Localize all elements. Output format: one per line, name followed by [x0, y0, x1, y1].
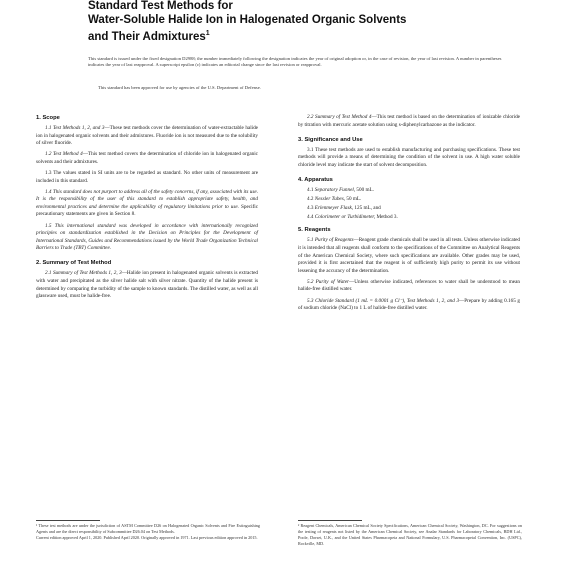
apparatus-item — [298, 187, 520, 195]
right-column — [298, 114, 520, 316]
paragraph-2-1-label: 2.1 Summary of Test Methods 1, 2, 3 — [45, 270, 122, 277]
footnotes-left — [36, 523, 260, 541]
paragraph-5-3 — [298, 298, 520, 313]
approval-note: This standard has been approved for use by agencies of the U.S. Department of Defense. — [98, 85, 261, 90]
paragraph-1-2-text: —This test method covers the determination of chloride ion in halogenated organic solvents and their admixtures. — [36, 151, 258, 165]
paragraph-1-4-italic: 1.4 This standard does not purport to address all of the safety concerns, if any, associated with its use. It is the responsibility of the user of this standard to establish appropriate safety, health, and environmental practices and determine the applicability of regulatory limitations prior to use. — [36, 188, 258, 210]
left-column — [36, 114, 258, 304]
paragraph-1-4 — [36, 189, 258, 219]
section-heading-significance: 3. Significance and Use — [298, 136, 363, 143]
paragraph-2-2 — [298, 114, 520, 129]
paragraph-1-1-label: 1.1 Test Methods 1, 2, and 3 — [45, 125, 105, 131]
paragraph-2-2-text: —This test method is based on the determination of ionizable chloride by titration with mercuric acetate solution using s-diphenylcarbazone as the indicator. — [298, 114, 520, 128]
apparatus-item-number: 4.4 — [307, 214, 314, 221]
paragraph-1-4-tail: Specific precautionary statements are given in Section 8. — [36, 203, 259, 218]
apparatus-item-name: Erlenmeyer Flask, — [314, 205, 354, 212]
apparatus-item — [298, 214, 520, 222]
apparatus-item-name: Colorimeter or Turbidimeter, — [314, 214, 376, 221]
paragraph-5-1 — [298, 237, 520, 275]
apparatus-item-detail: 500 mL. — [356, 186, 375, 193]
paragraph-1-2 — [36, 151, 258, 166]
apparatus-item-name: Nessler Tubes, — [314, 196, 346, 203]
title-line-3 — [88, 27, 488, 44]
paragraph-2-2-label: 2.2 Summary of Test Method 4 — [307, 114, 372, 120]
apparatus-item-name: Separatory Funnel, — [314, 186, 356, 193]
footnote-divider-right — [298, 520, 362, 521]
section-heading-summary: 2. Summary of Test Method — [36, 260, 112, 267]
paragraph-3-1: 3.1 These test methods are used to establish manufacturing and purchasing specifications. These test methods will provide a means of determining the condition of the solvent in use. A high water soluble chloride level may indicate the start of solvent decomposition. — [298, 146, 520, 168]
section-heading-scope: 1. Scope — [36, 115, 60, 121]
footnotes-right — [298, 523, 522, 547]
paragraph-5-3-label: 5.3 Chloride Standard (1 mL = 0.0001 g Cl⁻), Test Methods 1, 2, and 3 — [307, 297, 460, 304]
paragraph-5-2 — [298, 279, 520, 294]
section-heading-reagents: 5. Reagents — [298, 227, 331, 234]
designation-note: This standard is issued under the fixed designation D2988; the number immediately following the designation indicates the year of original adoption or, in the case of revision, the year of last revision. A number in parentheses indicates the year of last reapproval. A superscript epsilon (ε) indicates an editorial change since the last revision or reapproval. — [88, 56, 502, 68]
paragraph-2-1-text: —Halide ion present in halogenated organic solvents is extracted with water and precipitated as the silver halide salt with silver nitrate. Quantity of the halide present is determined by comparing the turbidity of the sample to known standards. The distilled water, as well as all glassware used, must be halide-free. — [36, 270, 259, 300]
paragraph-1-1-text: —These test methods cover the determination of water-extractable halide ion in halogenated organic solvents and their admixtures. Fluoride ion is not measured due to the solubility of silver fluoride. — [36, 125, 258, 147]
title-footnote-marker: 1 — [205, 30, 210, 37]
footnote-1: ¹ These test methods are under the jurisdiction of ASTM Committee D26 on Halogenated Organic Solvents and Fire Extinguishing Agents and are the direct responsibility of Subcommittee D26.04 on Test Methods. — [36, 523, 260, 534]
document-title — [88, 0, 488, 44]
apparatus-item — [298, 196, 520, 204]
footnote-edition: Current edition approved April 1, 2020. Published April 2020. Originally approved in 1971. Last previous edition approved in 2015. — [36, 535, 258, 540]
paragraph-1-5-italic: 1.5 This international standard was developed in accordance with internationally recognized principles on standardization established in the Decision on Principles for the Development of International Standards, Guides and Recommendations issued by the World Trade Organization Technical Barriers to Trade (TBT) Committee. — [36, 222, 258, 252]
paragraph-5-1-label: 5.1 Purity of Reagents — [307, 237, 354, 244]
paragraph-5-2-label: 5.2 Purity of Water — [307, 278, 350, 285]
apparatus-list — [298, 187, 520, 222]
paragraph-5-2-text: —Unless otherwise indicated, references to water shall be understood to mean halide-free distilled water. — [298, 278, 521, 293]
apparatus-item-detail: 125 mL, and — [354, 205, 381, 212]
title-line-2: Water-Soluble Halide Ion in Halogenated Organic Solvents — [88, 13, 407, 26]
apparatus-item — [298, 205, 520, 213]
apparatus-item-number: 4.3 — [307, 205, 314, 212]
paragraph-5-3-text: —Prepare by adding 0.165 g of sodium chloride (NaCl) to 1 L of halide-free distilled water. — [298, 297, 520, 312]
section-heading-apparatus: 4. Apparatus — [298, 176, 333, 183]
paragraph-1-1 — [36, 125, 258, 148]
apparatus-item-detail: Method 3. — [376, 214, 398, 221]
paragraph-2-1 — [36, 270, 258, 300]
paragraph-5-1-text: —Reagent grade chemicals shall be used in all tests. Unless otherwise indicated it is intended that all reagents shall conform to the specifications of the Committee on Analytical Reagents of the American Chemical Society, where such specifications are available. Other grades may be used, provided it is first ascertained that the reagent is of sufficiently high purity to permit its use without lessening the accuracy of the determination. — [298, 237, 520, 274]
apparatus-item-number: 4.2 — [307, 196, 314, 203]
apparatus-item-detail: 50 mL. — [346, 196, 362, 203]
footnote-divider-left — [36, 520, 100, 521]
title-line-3-text: and Their Admixtures — [88, 30, 206, 43]
paragraph-1-5 — [36, 223, 258, 253]
paragraph-1-2-label: 1.2 Test Method 4 — [45, 151, 83, 158]
apparatus-item-number: 4.1 — [307, 186, 314, 193]
paragraph-1-3: 1.3 The values stated in SI units are to be regarded as standard. No other units of measurement are included in this standard. — [36, 169, 258, 184]
footnote-2: ² Reagent Chemicals, American Chemical Society Specifications, American Chemical Society, Washington, DC. For suggestions on the testing of reagents not listed by the American Chemical Society, see Analar Standards for Laboratory Chemicals, BDH Ltd., Poole, Dorset, U.K., and the United States Pharmacopeia and National Formulary, U.S. Pharmacopeial Convention, Inc. (USPC), Rockville, MD. — [298, 523, 522, 546]
title-line-1: Standard Test Methods for — [88, 0, 233, 12]
